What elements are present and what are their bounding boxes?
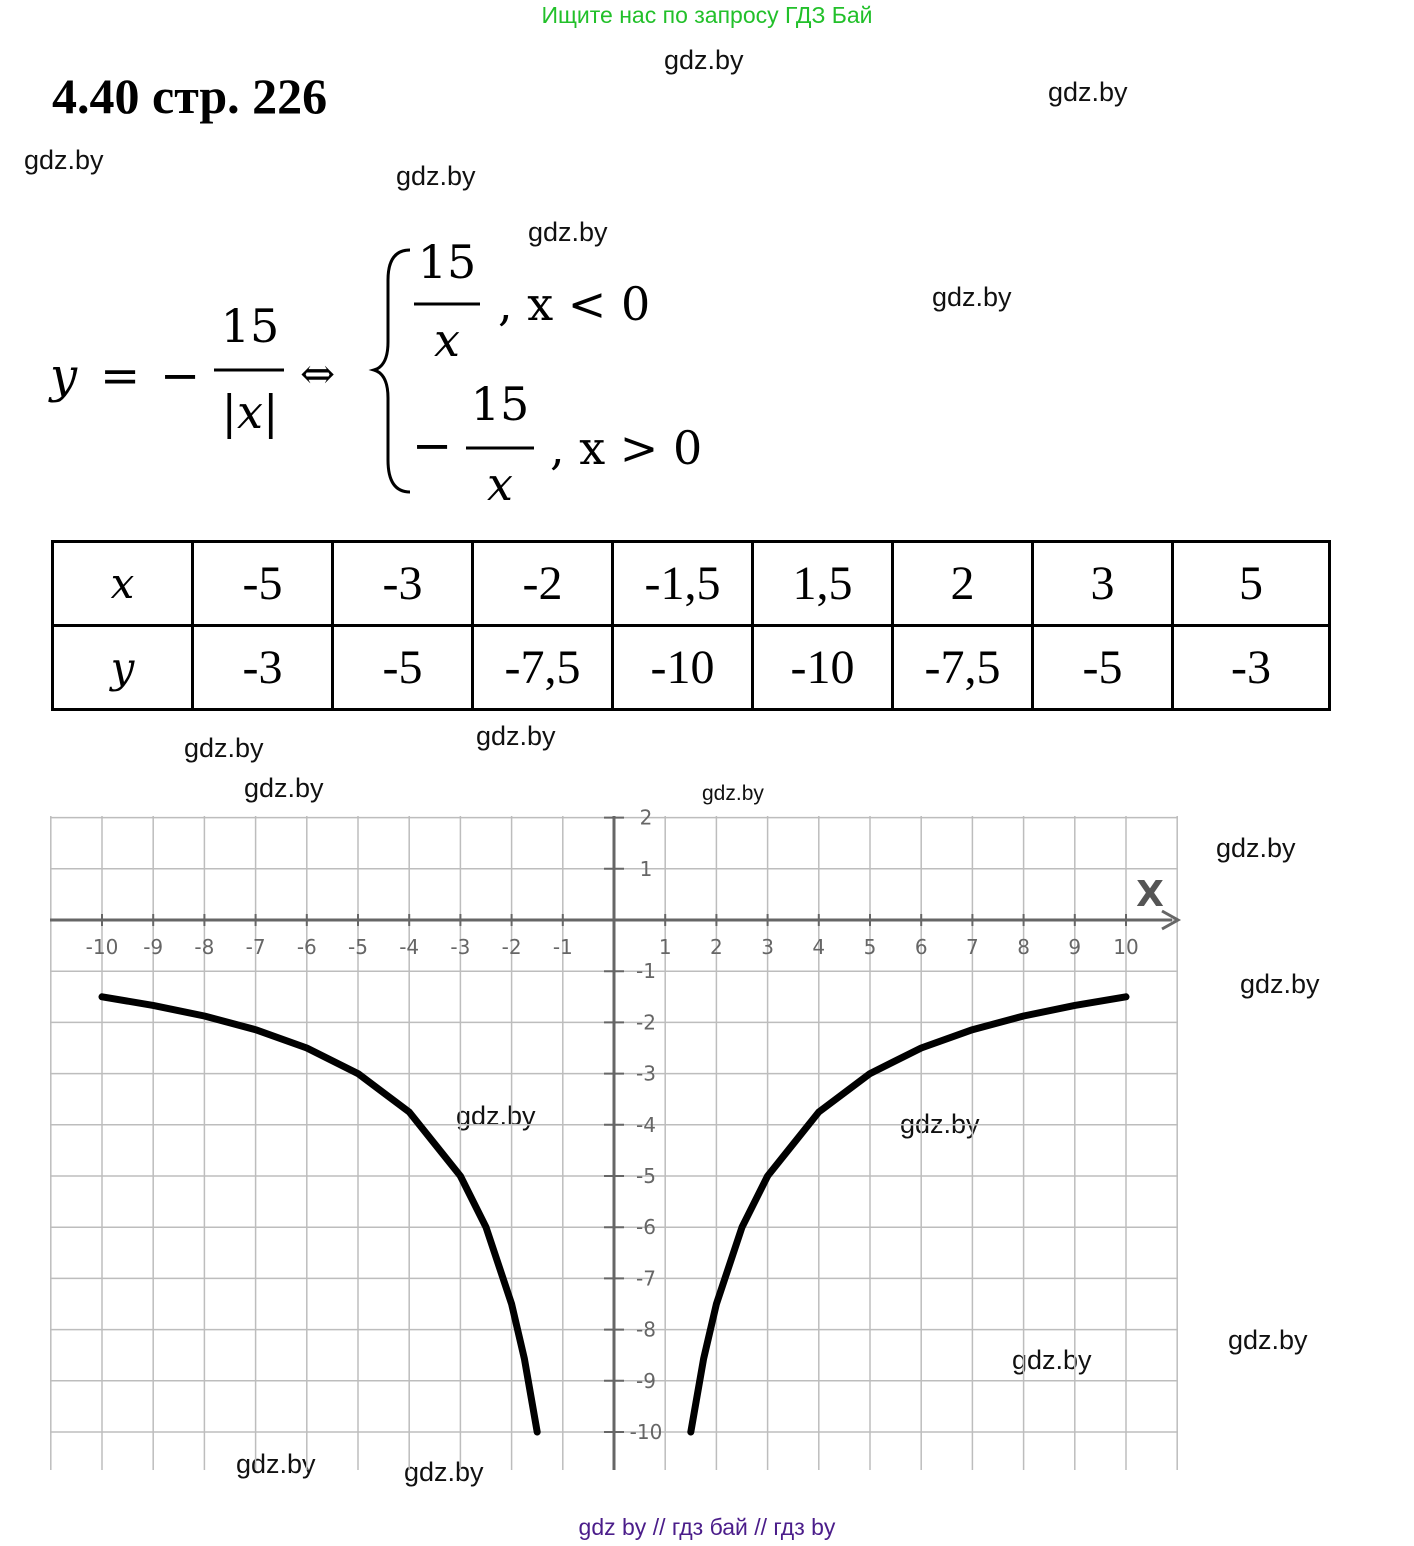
watermark: gdz.by bbox=[244, 773, 324, 803]
formula-numerator: 15 bbox=[220, 299, 280, 353]
x-tick-label: -5 bbox=[348, 935, 368, 959]
watermark: gdz.by bbox=[932, 282, 1012, 312]
table-cell: -10 bbox=[753, 626, 893, 710]
table-cell: -3 bbox=[1173, 626, 1330, 710]
y-tick-label: -7 bbox=[636, 1266, 656, 1291]
watermark: gdz.by bbox=[702, 782, 764, 805]
watermark: gdz.by bbox=[476, 721, 556, 751]
formula bbox=[0, 220, 800, 520]
y-tick-label: -4 bbox=[636, 1112, 656, 1137]
graph-branch-left bbox=[102, 997, 537, 1432]
table-cell: -5 bbox=[193, 542, 333, 626]
graph-branch-right bbox=[691, 997, 1126, 1432]
x-tick-label: 5 bbox=[863, 935, 877, 959]
x-tick-label: -8 bbox=[194, 935, 215, 959]
y-tick-label: -1 bbox=[636, 959, 656, 984]
table-cell: 5 bbox=[1173, 542, 1330, 626]
value-table bbox=[51, 540, 1331, 711]
watermark: gdz.by bbox=[1228, 1325, 1308, 1355]
table-header-y: y bbox=[53, 626, 193, 710]
y-tick-label: -9 bbox=[636, 1368, 656, 1393]
x-tick-label: -9 bbox=[143, 935, 164, 959]
table-row-x bbox=[53, 542, 1330, 626]
watermark: gdz.by bbox=[184, 733, 264, 763]
watermark: gdz.by bbox=[456, 1101, 536, 1131]
table-cell: -3 bbox=[333, 542, 473, 626]
case1-condition: , x < 0 bbox=[498, 277, 651, 331]
table-cell: -3 bbox=[193, 626, 333, 710]
formula-equals: = bbox=[100, 348, 141, 404]
case2-denominator: x bbox=[487, 457, 513, 511]
x-tick-label: 9 bbox=[1068, 935, 1082, 959]
watermark: gdz.by bbox=[1216, 833, 1296, 863]
y-tick-label: -6 bbox=[636, 1215, 656, 1240]
case1-numerator: 15 bbox=[417, 235, 477, 289]
x-tick-label: 7 bbox=[966, 935, 979, 959]
case2-minus: − bbox=[412, 418, 453, 474]
formula-denominator: |x| bbox=[221, 385, 279, 439]
table-header-x: x bbox=[53, 542, 193, 626]
case1-denominator: x bbox=[434, 313, 460, 367]
watermark: gdz.by bbox=[236, 1449, 316, 1479]
watermark: gdz.by bbox=[1048, 77, 1128, 107]
y-tick-label: 2 bbox=[639, 805, 653, 830]
table-cell: -5 bbox=[333, 626, 473, 710]
x-tick-label: -4 bbox=[399, 935, 420, 959]
formula-lhs-y: y bbox=[50, 348, 78, 404]
x-tick-label: 8 bbox=[1017, 935, 1030, 959]
footer-links[interactable]: gdz by // гдз бай // гдз by bbox=[578, 1514, 836, 1540]
x-tick-label: -10 bbox=[85, 935, 119, 959]
function-graph bbox=[0, 800, 1414, 1500]
y-tick-label: -5 bbox=[636, 1164, 656, 1188]
table-cell: -2 bbox=[473, 542, 613, 626]
x-tick-label: -6 bbox=[296, 935, 317, 959]
x-tick-label: 2 bbox=[710, 935, 723, 959]
table-cell: 3 bbox=[1033, 542, 1173, 626]
y-tick-label: -2 bbox=[636, 1010, 656, 1035]
x-tick-label: -3 bbox=[450, 935, 471, 959]
watermark: gdz.by bbox=[404, 1457, 484, 1487]
x-tick-label: -7 bbox=[245, 935, 266, 959]
watermark: gdz.by bbox=[1012, 1345, 1092, 1375]
table-cell: -7,5 bbox=[473, 626, 613, 710]
table-row-y bbox=[53, 626, 1330, 710]
x-tick-label: 4 bbox=[812, 935, 826, 959]
table-cell: 1,5 bbox=[753, 542, 893, 626]
table-cell: -1,5 bbox=[613, 542, 753, 626]
formula-minus: − bbox=[160, 348, 201, 404]
watermark: gdz.by bbox=[528, 217, 608, 247]
y-tick-label: -8 bbox=[636, 1317, 656, 1342]
case2-condition: , x > 0 bbox=[550, 421, 703, 475]
watermark: gdz.by bbox=[900, 1109, 980, 1139]
table-cell: -10 bbox=[613, 626, 753, 710]
watermark: gdz.by bbox=[1240, 969, 1320, 999]
x-tick-label: 1 bbox=[658, 935, 672, 959]
watermark: gdz.by bbox=[24, 145, 104, 175]
x-tick-label: 10 bbox=[1113, 935, 1139, 959]
watermark: gdz.by bbox=[664, 45, 744, 75]
y-tick-label: -10 bbox=[629, 1420, 663, 1444]
table-cell: 2 bbox=[893, 542, 1033, 626]
y-tick-label: 1 bbox=[639, 856, 653, 881]
case2-numerator: 15 bbox=[470, 377, 530, 431]
top-banner[interactable]: Ищите нас по запросу ГДЗ Бай bbox=[541, 2, 873, 28]
formula-equiv: ⇔ bbox=[300, 349, 336, 398]
y-tick-label: -3 bbox=[636, 1061, 656, 1086]
x-axis-label: X bbox=[1136, 874, 1164, 915]
table-cell: -5 bbox=[1033, 626, 1173, 710]
watermark: gdz.by bbox=[396, 161, 476, 191]
formula-brace bbox=[374, 250, 410, 492]
page-title: 4.40 стр. 226 bbox=[52, 68, 328, 124]
table-cell: -7,5 bbox=[893, 626, 1033, 710]
x-tick-label: -2 bbox=[501, 935, 522, 959]
x-tick-label: 6 bbox=[914, 935, 928, 959]
x-tick-label: -1 bbox=[552, 935, 573, 959]
x-tick-label: 3 bbox=[761, 935, 774, 959]
